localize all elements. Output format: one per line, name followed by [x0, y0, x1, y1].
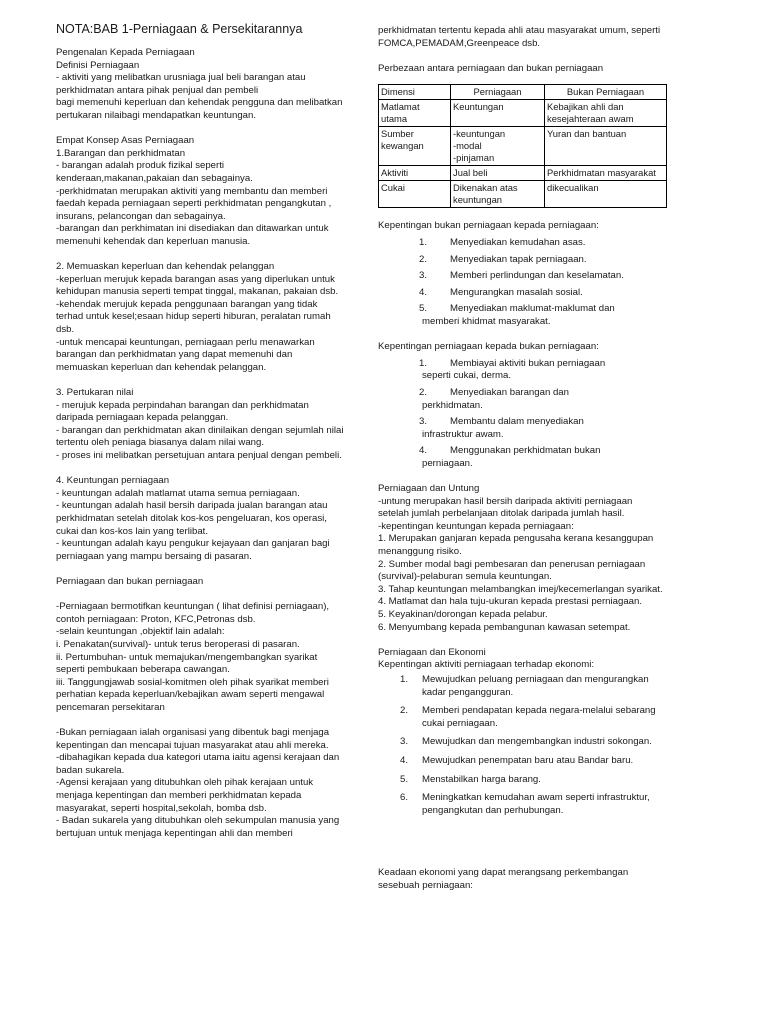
spacer [56, 123, 346, 136]
list-item [378, 270, 663, 283]
ekonomi-item-text: Mewujudkan penempatan baru atau Bandar baru. [422, 754, 634, 766]
list-item-text: Menyediakan kemudahan asas. [450, 236, 586, 248]
list-item-number: 5. [418, 303, 427, 315]
list-item-number: 2. [418, 253, 427, 265]
ekonomi-item [378, 755, 663, 768]
ekonomi-item-text: Meningkatkan kemudahan awam seperti infrastruktur, pengangkutan dan perhubungan. [422, 792, 650, 816]
ekonomi-item [378, 736, 663, 749]
table-cell: Keuntungan [451, 100, 545, 127]
list-item [378, 254, 663, 267]
spacer [56, 714, 346, 727]
list-item [378, 287, 663, 300]
list-item [378, 416, 663, 429]
left-paragraph: - Badan sukarela yang ditubuhkan oleh sekumpulan manusia yang bertujuan untuk menjaga kepentingan ahli dan memberi [56, 815, 340, 839]
list-item [378, 358, 663, 371]
ekonomi-heading: Perniagaan dan Ekonomi [378, 646, 486, 658]
spacer [56, 563, 346, 576]
left-paragraph: -dibahagikan kepada dua kategori utama iaitu agensi kerajaan dan badan sukarela. [56, 752, 340, 776]
table-cell: Perkhidmatan masyarakat [545, 166, 667, 181]
document-title: NOTA:BAB 1-Perniagaan & Persekitarannya [56, 22, 303, 36]
left-paragraph: i. Penakatan(survival)- untuk terus beroperasi di pasaran. [56, 638, 300, 650]
ekonomi-item [378, 674, 663, 699]
untung-line: 4. Matlamat dan hala tuju-ukuran kepada prestasi perniagaan. [378, 596, 642, 608]
table-header-cell: Bukan Perniagaan [545, 85, 667, 100]
ekonomi-item [378, 792, 663, 817]
left-paragraph: iii. Tanggungjawab sosial-komitmen oleh pihak syarikat memberi perhatian kepada keperluan/kebajikan awam seperti mengawal pencemaran persekitaran [56, 676, 329, 713]
ekonomi-subheading: Kepentingan aktiviti perniagaan terhadap ekonomi: [378, 659, 595, 671]
left-paragraph: - proses ini melibatkan persetujuan antara penjual dengan pembeli. [56, 450, 342, 461]
left-paragraph: bagi memenuhi keperluan dan kehendak pengguna dan melibatkan pertukaran nilaibagi mendapatkan keuntungan. [56, 97, 343, 121]
ekonomi-item-number: 2. [400, 705, 409, 717]
table-row [379, 181, 667, 208]
untung-line: 5. Keyakinan/dorongan kepada pelabur. [378, 609, 548, 620]
list-item-text: Membantu dalam menyediakan [450, 416, 584, 428]
list-item-number: 3. [418, 270, 427, 282]
table-cell: Aktiviti [379, 166, 451, 181]
list-item [378, 445, 663, 458]
untung-line: 2. Sumber modal bagi pembesaran dan penerusan perniagaan (survival)-pelaburan semula keuntungan. [378, 558, 646, 583]
list2-heading: Kepentingan perniagaan kepada bukan perniagaan: [378, 341, 599, 353]
spacer [56, 374, 346, 387]
untung-line: 1. Merupakan ganjaran kepada pengusaha kerana kesanggupan menanggung risiko. [378, 533, 654, 558]
left-paragraph: - barangan dan perkhidmatan akan dinilaikan dengan sejumlah nilai tertentu oleh peniaga biasanya dalam nilai wang. [56, 424, 344, 449]
ekonomi-item-number: 4. [400, 754, 409, 766]
left-column [56, 22, 346, 840]
left-paragraph: -Perniagaan bermotifkan keuntungan ( lihat definisi perniagaan), contoh perniagaan: Proton, KFC,Petronas dsb. [56, 601, 330, 625]
ekonomi-item-number: 5. [400, 773, 409, 785]
untung-line: -kepentingan keuntungan kepada perniagaan: [378, 520, 574, 532]
left-paragraph: - barangan adalah produk fizikal seperti kenderaan,makanan,pakaian dan sebagainya. [56, 160, 253, 184]
table-cell: Sumber kewangan [379, 127, 451, 166]
untung-line: -untung merupakan hasil bersih daripada aktiviti perniagaan setelah jumlah perbelanjaan ditolak daripada jumlah hasil. [378, 495, 633, 520]
list-item-text: Memberi perlindungan dan keselamatan. [450, 270, 624, 282]
left-paragraph: -keperluan merujuk kepada barangan asas yang diperlukan untuk kehidupan manusia seperti tempat tinggal, makanan, pakaian dsb. [56, 273, 339, 298]
table-cell: Cukai [379, 181, 451, 208]
list-item-text: Menyediakan maklumat-maklumat dan [450, 303, 615, 315]
left-paragraph: -Bukan perniagaan ialah organisasi yang dibentuk bagi menjaga kepentingan dan mencapai tujuan masyarakat atau ahli mereka. [56, 727, 330, 751]
list-item-text: Mengurangkan masalah sosial. [450, 286, 583, 298]
table-cell: Kebajikan ahli dan kesejahteraan awam [545, 100, 667, 127]
table-row [379, 166, 667, 181]
table-cell: Yuran dan bantuan [545, 127, 667, 166]
right-column [378, 25, 663, 893]
list-item-number: 4. [418, 445, 427, 457]
table-row [379, 127, 667, 166]
left-paragraph: Perniagaan dan bukan perniagaan [56, 575, 204, 587]
table-cell: -keuntungan -modal -pinjaman [451, 127, 545, 166]
list-item-number: 3. [418, 416, 427, 428]
list-item-number: 4. [418, 286, 427, 298]
left-paragraph: 1.Barangan dan perkhidmatan [56, 147, 186, 159]
left-paragraph: - keuntungan adalah matlamat utama semua perniagaan. [56, 487, 300, 499]
list-item-text: Menyediakan barangan dan [450, 386, 569, 398]
left-body [56, 47, 346, 840]
left-paragraph: Empat Konsep Asas Perniagaan [56, 135, 195, 147]
ekonomi-item-text: Menstabilkan harga barang. [422, 773, 541, 785]
table-header-row [379, 85, 667, 100]
left-paragraph: 2. Memuaskan keperluan dan kehendak pelanggan [56, 261, 275, 273]
list1-heading: Kepentingan bukan perniagaan kepada perniagaan: [378, 220, 599, 232]
untung-line: 3. Tahap keuntungan melambangkan imej/kecemerlangan syarikat. [378, 583, 663, 595]
table-cell: dikecualikan [545, 181, 667, 208]
left-paragraph: - keuntungan adalah kayu pengukur kejayaan dan ganjaran bagi perniagaan yang mampu bersaing di pasaran. [56, 538, 330, 562]
closing-text: Keadaan ekonomi yang dapat merangsang perkembangan sesebuah perniagaan: [378, 867, 629, 891]
left-paragraph: - merujuk kepada perpindahan barangan dan perkhidmatan daripada perniagaan kepada pelanggan. [56, 399, 309, 424]
list-item-continuation: memberi khidmat masyarakat. [422, 315, 551, 327]
list-item-number: 1. [418, 357, 427, 369]
list-item-text: Membiayai aktiviti bukan perniagaan [450, 357, 606, 369]
ekonomi-item-text: Memberi pendapatan kepada negara-melalui sebarang cukai perniagaan. [422, 705, 656, 729]
left-paragraph: Definisi Perniagaan [56, 59, 140, 71]
spacer [56, 249, 346, 262]
left-paragraph: Pengenalan Kepada Perniagaan [56, 47, 195, 58]
spacer [56, 589, 346, 602]
list-item [378, 387, 663, 400]
list2 [378, 358, 663, 471]
table-cell: Matlamat utama [379, 100, 451, 127]
untung-line: 6. Menyumbang kepada pembangunan kawasan setempat. [378, 621, 631, 633]
untung-line: Perniagaan dan Untung [378, 483, 480, 495]
left-paragraph: -untuk mencapai keuntungan, perniagaan perlu menawarkan barangan dan perkhidmatan yang dapat memenuhi dan memuaskan keperluan dan kehendak pelanggan. [56, 336, 315, 373]
ekonomi-item-number: 1. [400, 673, 409, 685]
ekonomi-item [378, 705, 663, 730]
ekonomi-item-number: 6. [400, 792, 409, 804]
ekonomi-item [378, 774, 663, 787]
left-paragraph: -kehendak merujuk kepada penggunaan barangan yang tidak terhad untuk kesel;esaan hidup seperti hiburan, peralatan rumah dsb. [56, 298, 331, 336]
comparison-table [378, 84, 667, 208]
list-item-number: 2. [418, 386, 427, 398]
list-item-continuation: perniagaan. [422, 457, 473, 469]
comparison-heading: Perbezaan antara perniagaan dan bukan perniagaan [378, 62, 604, 74]
ekonomi-item-text: Mewujudkan dan mengembangkan industri sokongan. [422, 736, 652, 748]
table-header-cell: Dimensi [379, 85, 451, 100]
ekonomi-item-number: 3. [400, 736, 409, 748]
left-paragraph: -selain keuntungan ,objektif lain adalah: [56, 626, 225, 638]
left-paragraph: 4. Keuntungan perniagaan [56, 475, 170, 487]
ekonomi-list [378, 674, 663, 817]
table-row [379, 100, 667, 127]
left-paragraph: ii. Pertumbuhan- untuk memajukan/mengembangkan syarikat seperti pembukaan beberapa cawangan. [56, 651, 318, 676]
left-paragraph: -barangan dan perkhimatan ini disediakan dan ditawarkan untuk memenuhi kehendak dan keperluan manusia. [56, 223, 329, 247]
left-paragraph: 3. Pertukaran nilai [56, 387, 134, 399]
list-item-continuation: infrastruktur awam. [422, 428, 504, 440]
untung-section [378, 483, 663, 634]
list-item-continuation: seperti cukai, derma. [422, 370, 512, 382]
list-item [378, 237, 663, 250]
left-paragraph: -perkhidmatan merupakan aktiviti yang membantu dan memberi faedah kepada perniagaan seperti perkhidmatan pengangkutan , insurans, pelancongan dan sebagainya. [56, 185, 332, 222]
right-intro-text: perkhidmatan tertentu kepada ahli atau masyarakat umum, seperti FOMCA,PEMADAM,Greenpeace dsb. [378, 25, 661, 49]
table-header-cell: Perniagaan [451, 85, 545, 100]
list-item-continuation: perkhidmatan. [422, 399, 483, 411]
left-paragraph: - keuntungan adalah hasil bersih daripada jualan barangan atau perkhidmatan setelah ditolak kos-kos pengeluaran, kos operasi, cukai dan kos-kos lain yang terlibat. [56, 500, 328, 537]
list-item-text: Menggunakan perkhidmatan bukan [450, 445, 601, 457]
list-item [378, 303, 663, 316]
left-paragraph: -Agensi kerajaan yang ditubuhkan oleh pihak kerajaan untuk menjaga kepentingan dan memberi perkhidmatan kepada masyarakat, seperti hospital,sekolah, bomba dsb. [56, 777, 314, 814]
list-item-number: 1. [418, 236, 427, 248]
left-paragraph: - aktiviti yang melibatkan urusniaga jual beli barangan atau perkhidmatan antara pihak penjual dan pembeli [56, 72, 306, 96]
table-cell: Jual beli [451, 166, 545, 181]
list-item-text: Menyediakan tapak perniagaan. [450, 253, 587, 265]
spacer [56, 463, 346, 476]
ekonomi-item-text: Mewujudkan peluang perniagaan dan mengurangkan kadar pengangguran. [422, 673, 649, 698]
table-cell: Dikenakan atas keuntungan [451, 181, 545, 208]
list1 [378, 237, 663, 329]
